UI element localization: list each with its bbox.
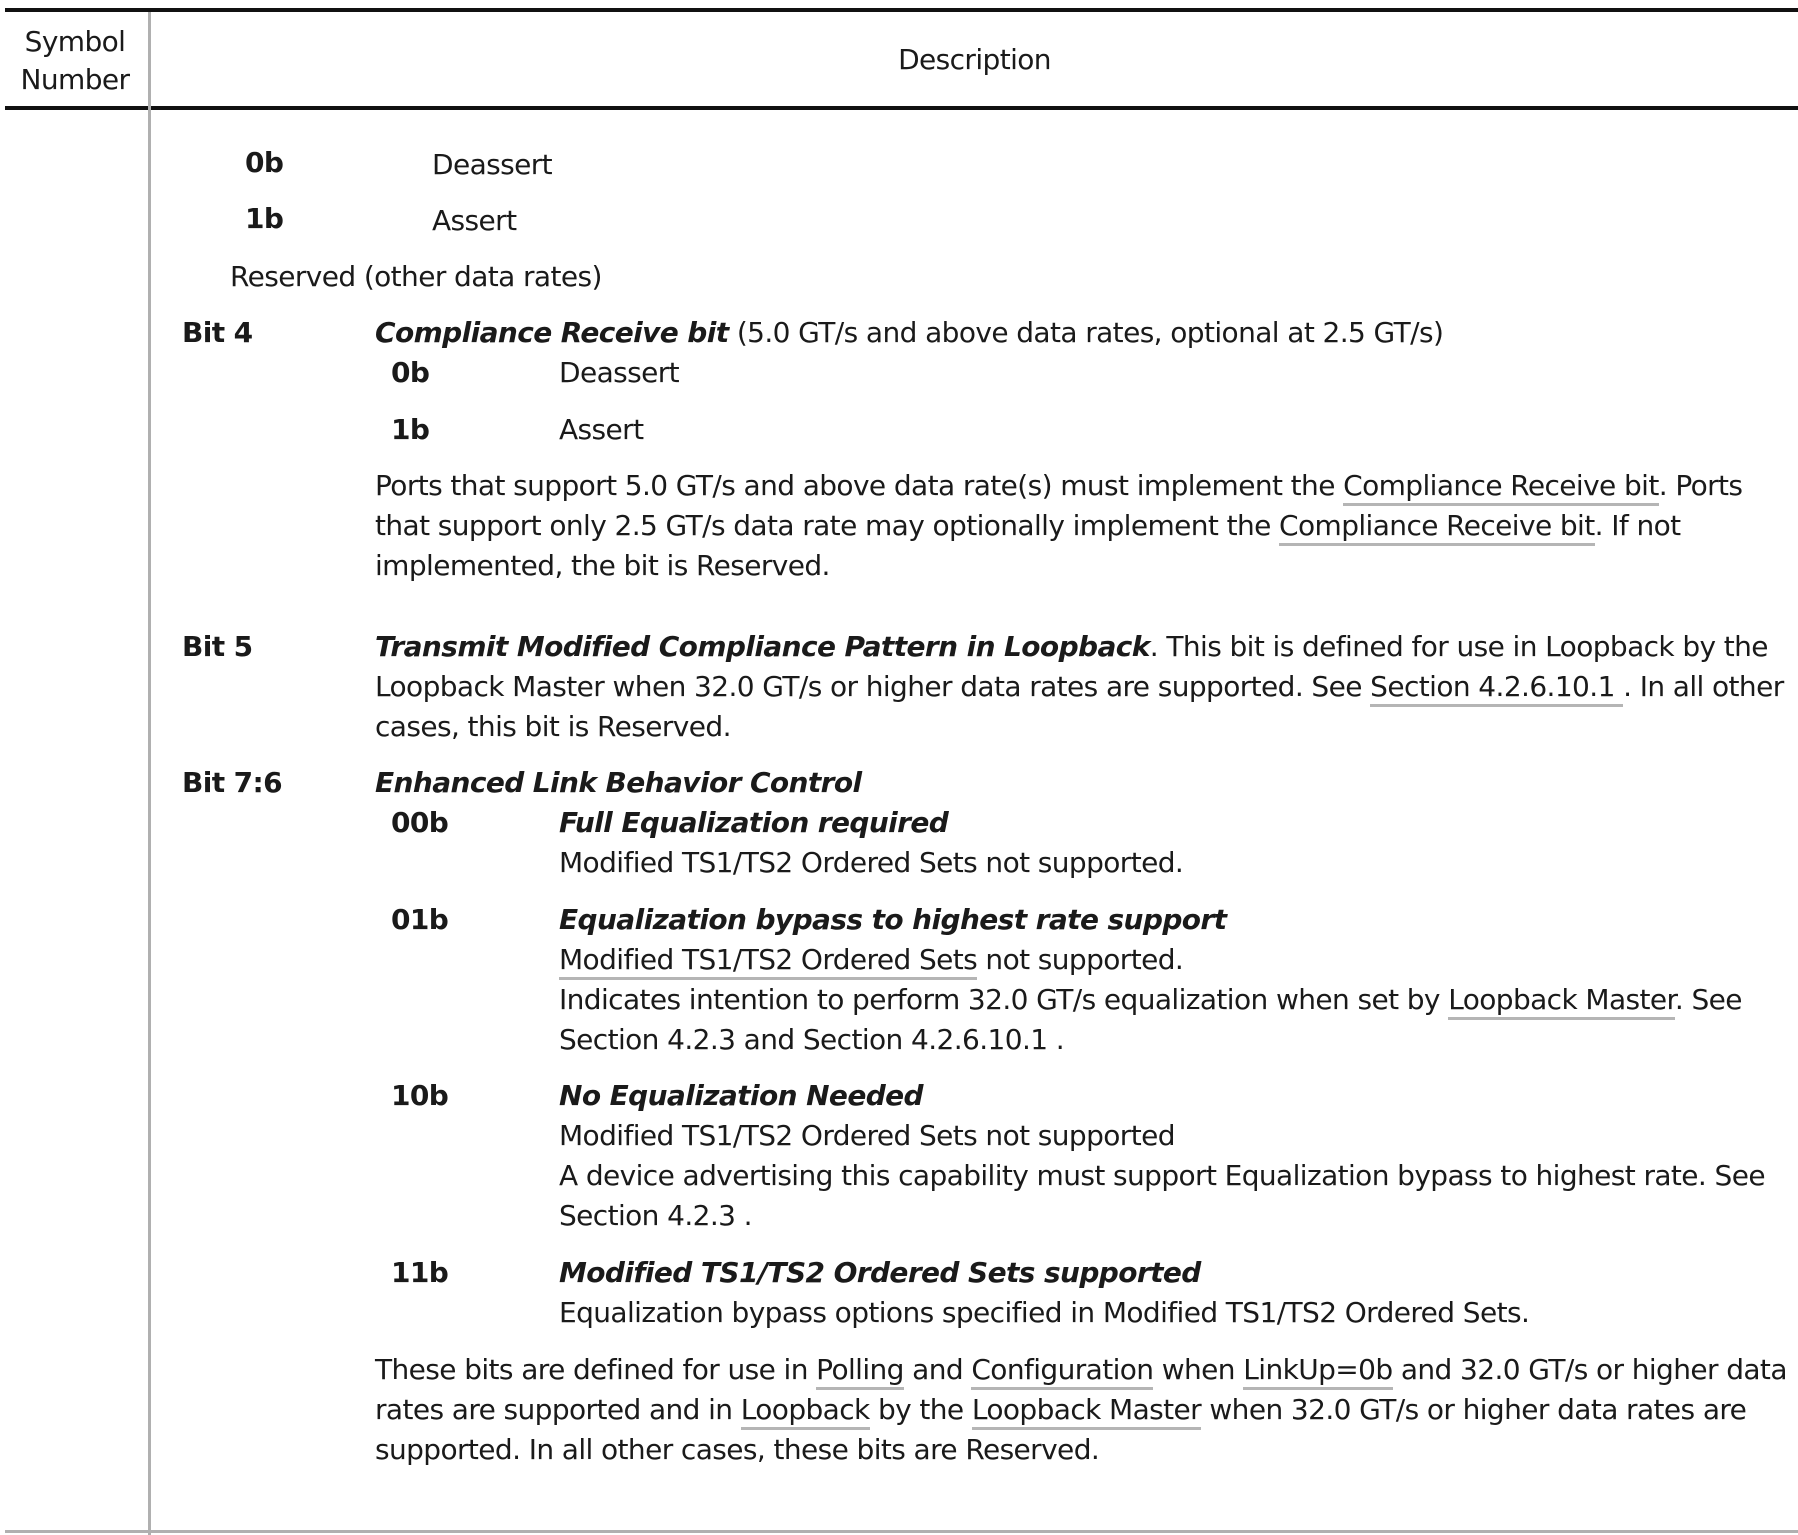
loopback-master-link[interactable]: Loopback Master <box>972 1393 1201 1430</box>
table-top-rule <box>5 8 1798 12</box>
symbol-header-line1: Symbol <box>24 25 126 58</box>
bit4-opt-0b-code: 0b <box>391 356 430 389</box>
text-span: Ports that support 5.0 GT/s and above data rate(s) must implement the <box>375 469 1344 502</box>
text-span: not supported. <box>977 943 1184 976</box>
opt01-line3: Section 4.2.3 and Section 4.2.6.10.1 . <box>559 1023 1065 1056</box>
text-span: . If not <box>1594 509 1681 542</box>
bit4-opt-1b-code: 1b <box>391 413 430 446</box>
symbol-header-line2: Number <box>20 63 130 96</box>
opt10-line1: Modified TS1/TS2 Ordered Sets not supported <box>559 1119 1175 1152</box>
opt10-line2: A device advertising this capability must support Equalization bypass to highest rate. See <box>559 1159 1765 1192</box>
bit4-title-line <box>375 313 1443 353</box>
opt-1b-code: 1b <box>245 202 284 235</box>
opt-1b-text: Assert <box>432 204 517 237</box>
opt00-title: Full Equalization required <box>559 806 949 839</box>
bit76-label: Bit 7:6 <box>182 766 283 799</box>
section-4-2-6-10-1-link[interactable]: Section 4.2.6.10.1 <box>1370 670 1623 707</box>
text-span: . In all other <box>1623 670 1784 703</box>
modified-ts1-ts2-ordered-sets-link[interactable]: Modified TS1/TS2 Ordered Sets <box>559 943 977 980</box>
text-span: when <box>1153 1353 1244 1386</box>
description-header: Description <box>898 43 1051 76</box>
text-span: by the <box>869 1393 972 1426</box>
opt10-code: 10b <box>391 1079 449 1112</box>
text-span: These bits are defined for use in <box>375 1353 817 1386</box>
bit4-title: Compliance Receive bit <box>375 316 729 349</box>
bit76-title: Enhanced Link Behavior Control <box>375 766 862 799</box>
text-span: rates are supported and in <box>375 1393 741 1426</box>
linkup-link[interactable]: LinkUp=0b <box>1243 1353 1392 1390</box>
text-span: and <box>903 1353 972 1386</box>
text-span: when 32.0 GT/s or higher data rates are <box>1201 1393 1747 1426</box>
opt01-line2 <box>559 980 1742 1020</box>
header-bottom-rule <box>5 106 1798 110</box>
opt10-line3: Section 4.2.3 . <box>559 1199 752 1232</box>
loopback-master-link[interactable]: Loopback Master <box>1448 983 1675 1020</box>
opt11-line1: Equalization bypass options specified in Modified TS1/TS2 Ordered Sets. <box>559 1296 1530 1329</box>
bit76-note-line2 <box>375 1390 1746 1430</box>
text-span: . See <box>1674 983 1742 1016</box>
loopback-link[interactable]: Loopback <box>741 1393 870 1430</box>
opt01-title: Equalization bypass to highest rate support <box>559 903 1227 936</box>
opt-0b-text: Deassert <box>432 148 553 181</box>
opt11-code: 11b <box>391 1256 449 1289</box>
text-span: and 32.0 GT/s or higher data <box>1392 1353 1787 1386</box>
table-bottom-rule <box>5 1530 1798 1533</box>
opt11-title: Modified TS1/TS2 Ordered Sets supported <box>559 1256 1201 1289</box>
opt00-code: 00b <box>391 806 449 839</box>
bit76-note-line1 <box>375 1350 1787 1390</box>
bit4-note-line3: implemented, the bit is Reserved. <box>375 549 830 582</box>
polling-link[interactable]: Polling <box>816 1353 904 1390</box>
compliance-receive-bit-link[interactable]: Compliance Receive bit <box>1279 509 1595 546</box>
bit4-note-line1 <box>375 466 1742 506</box>
opt00-line1: Modified TS1/TS2 Ordered Sets not supported. <box>559 846 1184 879</box>
text-span: . Ports <box>1658 469 1743 502</box>
bit5-label: Bit 5 <box>182 630 253 663</box>
bit4-opt-0b-text: Deassert <box>559 356 680 389</box>
configuration-link[interactable]: Configuration <box>971 1353 1153 1390</box>
text-span: . This bit is defined for use in Loopback by the <box>1149 630 1768 663</box>
bit4-label: Bit 4 <box>182 316 253 349</box>
opt01-code: 01b <box>391 903 449 936</box>
bit5-title: Transmit Modified Compliance Pattern in Loopback <box>375 630 1150 663</box>
column-divider <box>148 12 151 1535</box>
bit5-line2 <box>375 667 1784 707</box>
bit5-line3: cases, this bit is Reserved. <box>375 710 731 743</box>
symbol-number-header <box>10 23 140 99</box>
opt-0b-code: 0b <box>245 146 284 179</box>
bit4-opt-1b-text: Assert <box>559 413 644 446</box>
text-span: that support only 2.5 GT/s data rate may optionally implement the <box>375 509 1280 542</box>
opt10-title: No Equalization Needed <box>559 1079 923 1112</box>
bit4-note-line2 <box>375 506 1681 546</box>
compliance-receive-bit-link[interactable]: Compliance Receive bit <box>1343 469 1659 506</box>
reserved-text: Reserved (other data rates) <box>230 260 602 293</box>
text-span: Indicates intention to perform 32.0 GT/s equalization when set by <box>559 983 1449 1016</box>
opt01-line1 <box>559 940 1183 980</box>
bit76-note-line3: supported. In all other cases, these bits are Reserved. <box>375 1433 1100 1466</box>
text-span: Loopback Master when 32.0 GT/s or higher data rates are supported. See <box>375 670 1371 703</box>
bit5-line1 <box>375 627 1768 667</box>
bit4-title-suffix: (5.0 GT/s and above data rates, optional at 2.5 GT/s) <box>728 316 1444 349</box>
